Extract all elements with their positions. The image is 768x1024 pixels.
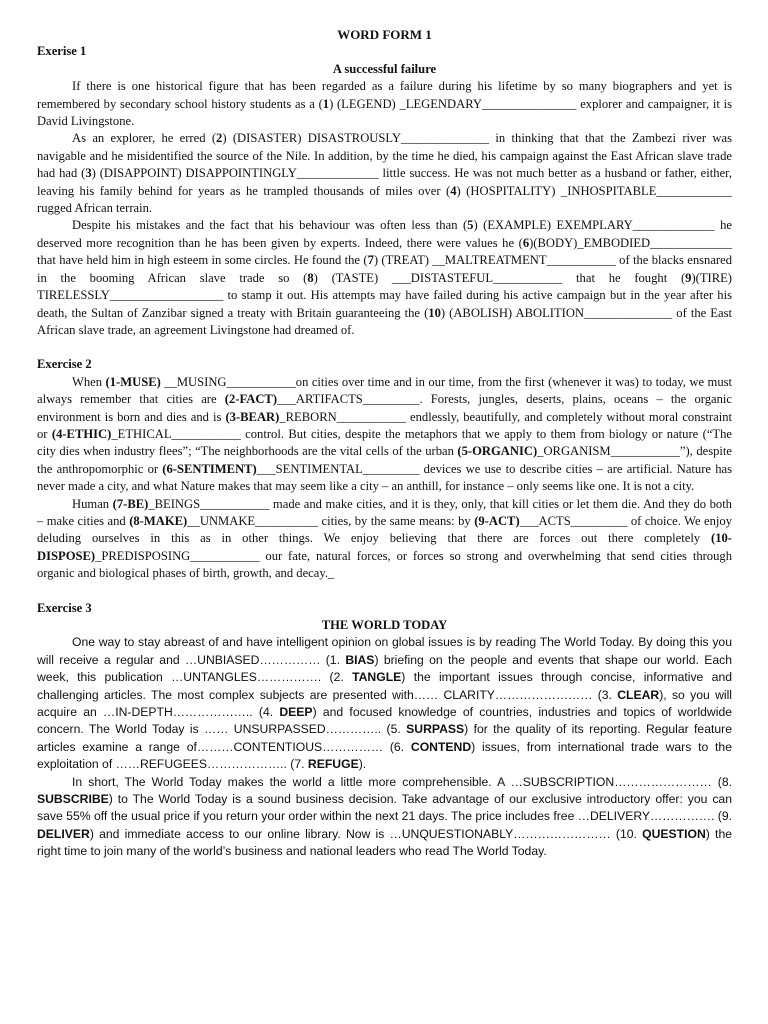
exercise-1-paragraph-3: Despite his mistakes and the fact that his behaviour was often less than (5) (EXAMPLE) EXEMPLARY_____________ he deserved more recognition than he has been given by experts. Indeed, there were values he (6)(BODY)_EMBODIED_____________ that have held him in high esteem in some circles. He found the (7) (TREAT) __MALTREATMENT___________ of the blacks ensnared in the booming African slave trade so (8) (TASTE) ___DISTASTEFUL___________ that he fought (9)(TIRE) TIRELESSLY__________________ to stamp it out. His attempts may have failed during his active campaign but in the year after his death, the Sultan of Zanzibar signed a treaty with Britain guaranteeing the (10) (ABOLISH) ABOLITION______________ of the East African slave trade, an agreement Livingstone had dreamed of.: [37, 218, 733, 337]
section-spacer: [37, 339, 732, 356]
section-spacer: [37, 583, 732, 600]
exercise-1-paragraph-2: As an explorer, he erred (2) (DISASTER) DISASTROUSLY______________ in thinking that that the Zambezi river was navigable and he misidentified the source of the Nile. In addition, by the time he died, his campaign against the East African slave trade had had (3) (DISAPPOINT) DISAPPOINTINGLY_____________ little success. He was not much better as a husband or father, either, leaving his family behind for years as he trampled thousands of miles over (4) (HOSPITALITY) _INHOSPITABLE____________ rugged African terrain.: [37, 131, 732, 216]
exercise-2-paragraph-2: Human (7-BE)_BEINGS___________ made and make cities, and it is they, only, that kill cities or let them die. And they do both – make cities and (8-MAKE)__UNMAKE__________ cities, by the same means: by (9-ACT)___ACTS_________ of choice. We enjoy deluding ourselves in this as in other things. We enjoy believing that there are forces out there completely (10-DISPOSE)_PREDISPOSING___________ our fate, natural forces, or forces so strong and overwhelming that send cities through organic and biological phases of birth, growth, and decay._: [37, 496, 732, 581]
exercise-3-paragraph-1: One way to stay abreast of and have intelligent opinion on global issues is by reading The World Today. By doing this you will receive a regular and …UNBIASED…………… (1. BIAS) briefing on the people and events that shape our world. Each week, this publication …UNTANGLES……………. (2. TANGLE) the important issues through concise, informative and challenging articles. The most complex subjects are presented with…… CLARITY…………………… (3. CLEAR), so you will acquire an …IN-DEPTH……………….. (4. DEEP) and focused knowledge of countries, industries and topics of worldwide concern. The World Today is …… UNSURPASSED………….. (5. SURPASS) for the quality of its reporting. Regular feature articles examine a range of………CONTENTIOUS…………… (6. CONTEND) issues, from international trade wars to the exploitation of ……REFUGEES……………….. (7. REFUGE).: [37, 635, 732, 772]
exercise-1-heading: Exerise 1: [37, 44, 87, 59]
exercise-3-subtitle: THE WORLD TODAY: [321, 618, 448, 632]
exercise-3-heading: Exercise 3: [37, 600, 92, 615]
exercise-1-subtitle: A successful failure: [332, 61, 437, 76]
exercise-2-heading: Exercise 2: [37, 357, 92, 372]
document-title: WORD FORM 1: [337, 27, 432, 42]
exercise-2-paragraph-1: When (1-MUSE) __MUSING___________on cities over time and in our time, from the first (whenever it was) to today, we must always remember that cities are (2-FACT)___ARTIFACTS_________. Forests, jungles, deserts, plains, oceans – the organic environment is born and dies and is (3-BEAR)_REBORN___________ endlessly, beautifully, and completely without moral constraint or (4-ETHIC)_ETHICAL___________ control. But cities, despite the metaphors that we apply to them from biology or nature (“The city dies when industry flees”; “The neighborhoods are the vital cells of the urban (5-ORGANIC)_ORGANISM___________”), despite the anthropomorphic or (6-SENTIMENT)___SENTIMENTAL_________ devices we use to describe cities – are artificial. Nature has never made a city, and what Nature makes that may seem like a city – an anthill, for instance – only seems like one. It is not a city.: [37, 374, 733, 494]
exercise-3-paragraph-2: In short, The World Today makes the world a little more comprehensible. A …SUBSCRIPTION…………………… (8. SUBSCRIBE) to The World Today is a sound business decision. Take advantage of our exclusive introductory offer: you can save 55% off the usual price if you return your order within the next 21 days. The price includes free …DELIVERY……………. (9. DELIVER) and immediate access to our online library. Now is …UNQUESTIONABLY…………………… (10. QUESTION) the right time to join many of the world’s business and national leaders who read The World Today.: [37, 774, 732, 859]
exercise-1-paragraph-1: If there is one historical figure that has been regarded as a failure during his lifetime by so many biographers and yet is remembered by secondary school history students as a (1) (LEGEND) _LEGENDARY_______________ explorer and campaigner, it is David Livingstone.: [37, 79, 732, 129]
